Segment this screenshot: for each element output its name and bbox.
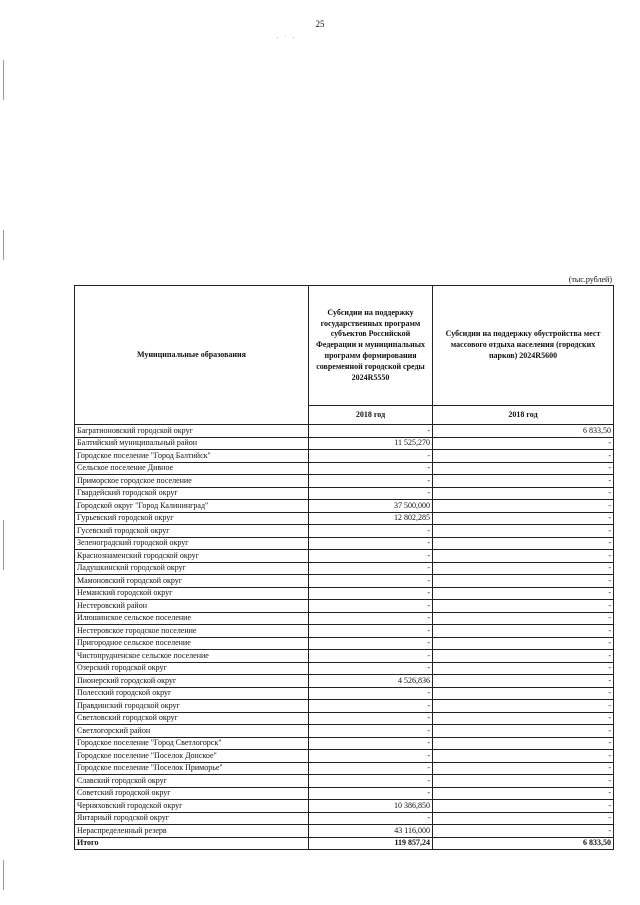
table-row [75,587,614,600]
subsidy-value-a: - [309,725,433,738]
subsidy-value-b: - [433,787,614,800]
table-row [75,537,614,550]
subsidy-value-b: - [433,712,614,725]
municipality-name: Светлогорский район [75,725,309,738]
table-row [75,775,614,788]
subsidy-value-b: - [433,750,614,763]
header-subsidy-urban-environment: Субсидии на поддержку государственных программ субъектов Российской Федерации и муниципальных программ формирования современной городской среды 2024R5550 [309,286,433,406]
municipality-name: Пионерский городской округ [75,675,309,688]
subsidy-value-b: - [433,537,614,550]
table-row [75,487,614,500]
subsidy-value-a: - [309,425,433,438]
subsidy-value-b: 6 833,50 [433,425,614,438]
municipality-name: Ладушкинский городской округ [75,562,309,575]
table-row [75,750,614,763]
subsidy-value-b: - [433,562,614,575]
subsidy-value-a: - [309,700,433,713]
header-year-a: 2018 год [309,406,433,425]
municipality-name: Правдинский городской округ [75,700,309,713]
total-label: Итого [75,837,309,850]
subsidy-value-a: - [309,750,433,763]
municipality-name: Янтарный городской округ [75,812,309,825]
units-note: (тыс.рублей) [568,275,612,284]
municipality-name: Советский городской округ [75,787,309,800]
subsidy-value-b: - [433,637,614,650]
municipality-name: Черняховский городской округ [75,800,309,813]
header-municipalities: Муниципальные образования [75,286,309,425]
table-row [75,787,614,800]
subsidy-value-a: - [309,450,433,463]
municipality-name: Краснознаменский городской округ [75,550,309,563]
table-row [75,762,614,775]
municipality-name: Балтийский муниципальный район [75,437,309,450]
subsidy-value-a: - [309,600,433,613]
subsidy-value-b: - [433,650,614,663]
table-row [75,650,614,663]
table-row [75,825,614,838]
table-row [75,500,614,513]
subsidy-value-a: - [309,587,433,600]
subsidy-value-b: - [433,512,614,525]
municipality-name: Светловский городской округ [75,712,309,725]
subsidy-value-a: - [309,775,433,788]
subsidy-value-b: - [433,550,614,563]
table-row [75,575,614,588]
table-row [75,662,614,675]
subsidy-value-a: - [309,612,433,625]
subsidy-value-a: - [309,550,433,563]
subsidy-table [74,285,614,850]
subsidy-value-a: - [309,575,433,588]
subsidy-value-a: 37 500,000 [309,500,433,513]
table-body [75,425,614,838]
table-row [75,525,614,538]
margin-mark [3,520,4,570]
subsidy-value-b: - [433,450,614,463]
municipality-name: Багратионовский городской округ [75,425,309,438]
municipality-name: Пригородное сельское поселение [75,637,309,650]
table-row [75,612,614,625]
subsidy-value-b: - [433,500,614,513]
municipality-name: Неманский городской округ [75,587,309,600]
table-row [75,675,614,688]
municipality-name: Полесский городской округ [75,687,309,700]
municipality-name: Сельское поселение Дивное [75,462,309,475]
municipality-name: Славский городской округ [75,775,309,788]
subsidy-value-b: - [433,725,614,738]
subsidy-value-a: - [309,487,433,500]
municipality-name: Гвардейский городской округ [75,487,309,500]
municipality-name: Городское поселение "Город Светлогорск" [75,737,309,750]
table-row [75,425,614,438]
subsidy-value-b: - [433,625,614,638]
total-value-b: 6 833,50 [433,837,614,850]
table-row [75,637,614,650]
table-row [75,700,614,713]
margin-mark [3,860,4,890]
municipality-name: Приморское городское поселение [75,475,309,488]
subsidy-value-a: - [309,737,433,750]
subsidy-value-a: 4 526,836 [309,675,433,688]
subsidy-value-a: - [309,462,433,475]
subsidy-value-b: - [433,462,614,475]
subsidy-value-a: - [309,712,433,725]
municipality-name: Городское поселение "Поселок Приморье" [75,762,309,775]
margin-mark [3,60,4,100]
subsidy-value-b: - [433,812,614,825]
subsidy-value-a: 12 802,285 [309,512,433,525]
subsidy-value-b: - [433,700,614,713]
table-row [75,800,614,813]
subsidy-value-b: - [433,800,614,813]
subsidy-value-b: - [433,487,614,500]
header-year-b: 2018 год [433,406,614,425]
municipality-name: Зеленоградский городской округ [75,537,309,550]
table-row [75,812,614,825]
subsidy-value-a: - [309,687,433,700]
subsidy-value-b: - [433,687,614,700]
table-row [75,437,614,450]
municipality-name: Городское поселение "Город Балтийск" [75,450,309,463]
table-row [75,562,614,575]
municipality-name: Нераспределенный резерв [75,825,309,838]
subsidy-value-b: - [433,775,614,788]
subsidy-value-a: 43 116,000 [309,825,433,838]
subsidy-value-b: - [433,475,614,488]
municipality-name: Нестеровский район [75,600,309,613]
table-row [75,687,614,700]
subsidy-value-a: - [309,812,433,825]
municipality-name: Городской округ "Город Калининград" [75,500,309,513]
subsidy-value-b: - [433,587,614,600]
municipality-name: Нестеровское городское поселение [75,625,309,638]
subsidy-value-b: - [433,825,614,838]
table-header-row [75,286,614,406]
subsidy-value-b: - [433,600,614,613]
municipality-name: Илюшинское сельское поселение [75,612,309,625]
subsidy-value-a: - [309,525,433,538]
table-row [75,737,614,750]
subsidy-value-a: - [309,637,433,650]
table-row [75,625,614,638]
margin-mark [3,230,4,260]
table-row [75,600,614,613]
table-row [75,550,614,563]
subsidy-value-b: - [433,437,614,450]
subsidy-value-b: - [433,575,614,588]
municipality-name: Гурьевский городской округ [75,512,309,525]
subsidy-value-a: 10 386,850 [309,800,433,813]
municipality-name: Чистопрудненское сельское поселение [75,650,309,663]
subsidy-value-b: - [433,662,614,675]
municipality-name: Гусевский городской округ [75,525,309,538]
municipality-name: Мамоновский городской округ [75,575,309,588]
subsidy-value-b: - [433,612,614,625]
table-row [75,450,614,463]
municipality-name: Озерский городской округ [75,662,309,675]
subsidy-value-b: - [433,762,614,775]
subsidy-value-a: - [309,537,433,550]
subsidy-value-a: - [309,625,433,638]
subsidy-value-a: - [309,562,433,575]
table-row [75,725,614,738]
subsidy-value-b: - [433,675,614,688]
scan-smudge: · ˙ · [276,34,297,42]
table-row [75,475,614,488]
subsidy-value-a: - [309,662,433,675]
table-row [75,462,614,475]
subsidy-value-a: 11 525,270 [309,437,433,450]
table-row [75,712,614,725]
subsidy-value-a: - [309,650,433,663]
table-row [75,512,614,525]
subsidy-value-b: - [433,525,614,538]
subsidy-value-b: - [433,737,614,750]
subsidy-value-a: - [309,475,433,488]
subsidy-value-a: - [309,787,433,800]
header-subsidy-parks: Субсидии на поддержку обустройства мест массового отдыха населения (городских парков) 2024R5600 [433,286,614,406]
page-number: 25 [315,19,325,29]
municipality-name: Городское поселение "Поселок Донское" [75,750,309,763]
table-total-row [75,837,614,850]
total-value-a: 119 857,24 [309,837,433,850]
subsidy-value-a: - [309,762,433,775]
